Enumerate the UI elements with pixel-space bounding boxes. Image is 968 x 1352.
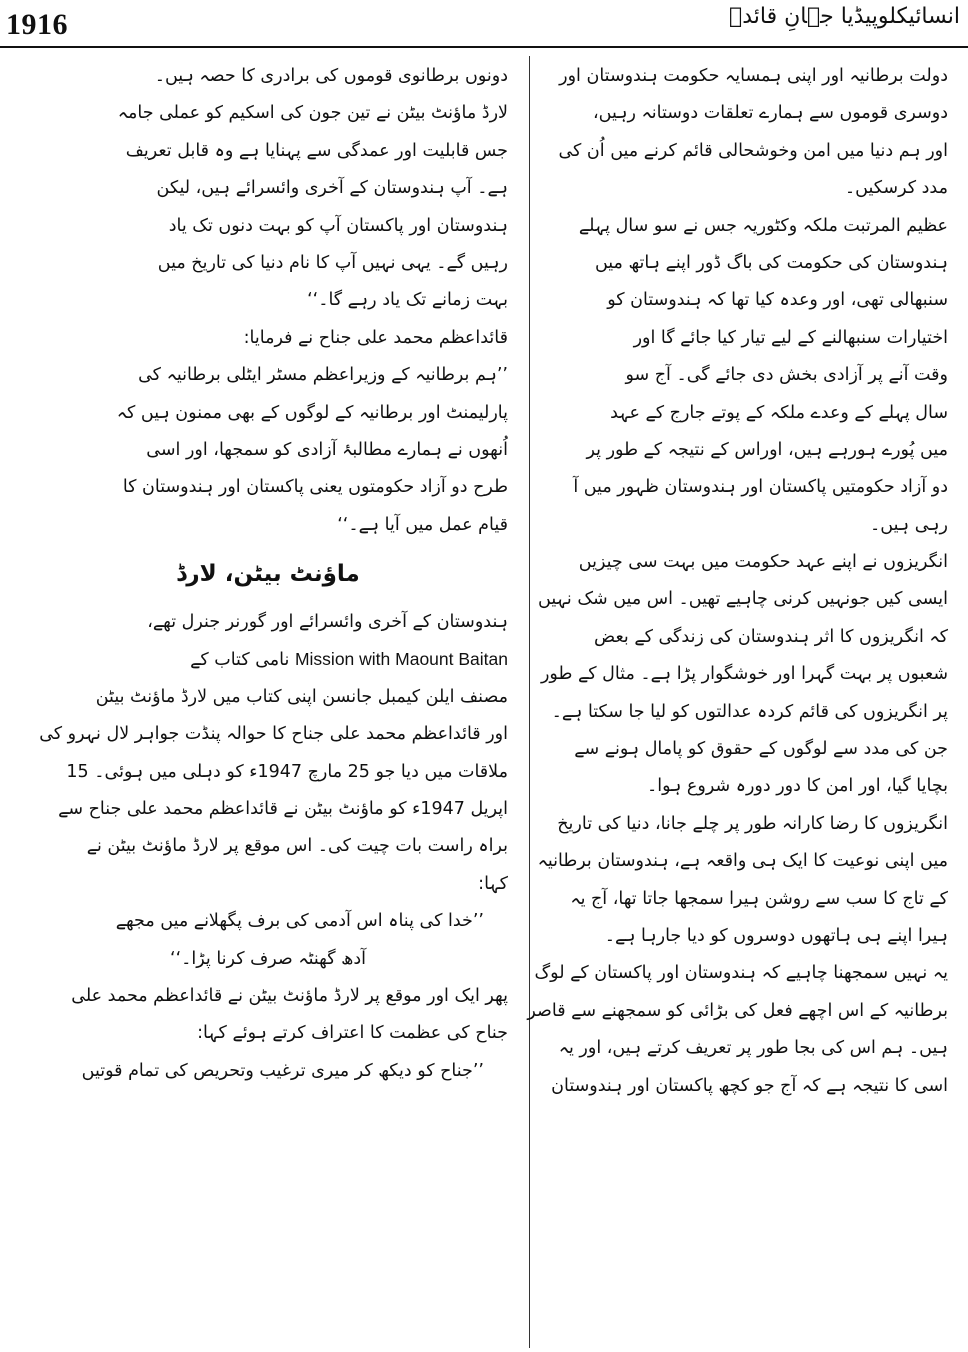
text-line: ملاقات میں دیا جو 25 مارچ 1947ء کو دہلی میں ہوئی۔ 15 (66, 761, 508, 782)
text-line: دونوں برطانوی قوموں کی برادری کا حصہ ہیں۔ (154, 66, 508, 86)
text-line: ہندوستان اور پاکستان آپ کو بہت دنوں تک یاد (168, 215, 508, 236)
book-name-suffix: نامی کتاب کے (190, 650, 290, 671)
text-line: جس قابلیت اور عمدگی سے پہنایا ہے وہ قابل تعریف (125, 140, 508, 161)
section-heading: ماؤنٹ بیٹن، لارڈ (176, 561, 360, 588)
text-line: جناح کی عظمت کا اعتراف کرتے ہوئے کہا: (197, 1023, 508, 1044)
column-divider (529, 56, 530, 1348)
text-line: براہ راست بات چیت کی۔ اس موقع پر لارڈ ماؤنٹ بیٹن نے (86, 836, 508, 857)
quote-line: ’’جناح کو دیکھ کر میری ترغیب وتحریص کی تمام قوتیں (81, 1060, 484, 1081)
text-line: اور ہم دنیا میں امن وخوشحالی قائم کرنے میں اُن کی (558, 140, 948, 161)
text-line: سال پہلے کے وعدے ملکہ کے پوتے جارج کے عہد (610, 402, 948, 423)
text-line: قائداعظم محمد علی جناح نے فرمایا: (243, 327, 508, 348)
right-column (527, 58, 948, 1105)
left-column (28, 58, 508, 1090)
text-line: اختیارات سنبھالنے کے لیے تیار کیا جائے گا اور (633, 327, 948, 348)
text-line: وقت آنے پر آزادی بخش دی جائے گی۔ آج سو (625, 365, 948, 386)
text-line: پر انگریزوں کی قائم کردہ عدالتوں کو لیا جا سکتا ہے۔ (551, 701, 948, 722)
text-line: بچایا گیا، اور امن کا دور دورہ شروع ہوا۔ (646, 776, 948, 797)
text-line: بہت زمانے تک یاد رہے گا۔‘‘ (307, 290, 508, 311)
text-line: دوسری قوموں سے ہمارے تعلقات دوستانہ رہیں، (593, 103, 948, 124)
book-title: انسائیکلوپیڈیا جہانِ قائدؒ (729, 4, 960, 29)
text-line: ہندوستان کی حکومت کی باگ ڈور اپنے ہاتھ میں (594, 252, 948, 273)
book-name-latin: Mission with Maount Baitan (294, 649, 508, 670)
text-line: دو آزاد حکومتیں پاکستان اور ہندوستان ظہور میں آ (573, 477, 948, 498)
text-line: میں اپنی نوعیت کا ایک ہی واقعہ ہے، ہندوستان برطانیہ (537, 851, 948, 872)
text-line: اپریل 1947ء کو ماؤنٹ بیٹن نے قائداعظم محمد علی جناح سے (58, 799, 508, 820)
page-number: 1916 (6, 8, 68, 41)
text-line: ہے۔ آپ ہندوستان کے آخری وائسرائے ہیں، لیکن (156, 178, 508, 199)
quote-line: ’’خدا کی پناہ اس آدمی کی برف پگھلانے میں مجھے (115, 911, 484, 932)
text-line: لارڈ ماؤنٹ بیٹن نے تین جون کی اسکیم کو عملی جامہ (117, 103, 508, 124)
text-line: اُنھوں نے ہمارے مطالبۂ آزادی کو سمجھا، اور اسی (146, 439, 508, 460)
text-line: پارلیمنٹ اور برطانیہ کے لوگوں کے بھی ممنون ہیں کہ (116, 402, 508, 423)
text-line: برطانیہ کے اس اچھے فعل کی بڑائی کو سمجھنے سے قاصر (527, 1000, 948, 1021)
text-line: شعبوں پر بہت گہرا اور خوشگوار پڑا ہے۔ مثال کے طور (540, 664, 948, 685)
text-line: ایسی کیں جونہیں کرنی چاہیے تھیں۔ اس میں شک نہیں (538, 589, 948, 610)
text-line: میں پُورے ہورہے ہیں، اوراس کے نتیجہ کے طور پر (586, 439, 948, 460)
text-line: رہیں گے۔ یہی نہیں آپ کا نام دنیا کی تاریخ میں (157, 252, 508, 273)
text-line-with-book-name (28, 641, 508, 678)
text-line: ہندوستان کے آخری وائسرائے اور گورنر جنرل تھے، (147, 612, 508, 633)
text-line: ہیرا اپنے ہی ہاتھوں دوسروں کو دیا جارہا ہے۔ (604, 925, 948, 946)
text-line: پھر ایک اور موقع پر لارڈ ماؤنٹ بیٹن نے قائداعظم محمد علی (71, 985, 508, 1006)
text-line: مدد کرسکیں۔ (844, 178, 948, 199)
header-rule (0, 46, 968, 48)
text-line: اسی کا نتیجہ ہے کہ آج جو کچھ پاکستان اور ہندوستان (551, 1075, 948, 1096)
text-line: کے تاج کا سب سے روشن ہیرا سمجھا جاتا تھا، آج یہ (570, 888, 948, 909)
page-header (0, 0, 968, 46)
text-line: کہا: (478, 873, 508, 894)
text-line: طرح دو آزاد حکومتوں یعنی پاکستان اور ہندوستان کا (122, 477, 508, 498)
text-line: اور قائداعظم محمد علی جناح کا حوالہ پنڈت جواہر لال نہرو کی (39, 724, 508, 745)
text-line: مصنف ایلن کیمبل جانسن اپنی کتاب میں لارڈ ماؤنٹ بیٹن (95, 686, 508, 707)
text-line: دولت برطانیہ اور اپنی ہمسایہ حکومت ہندوستان اور (559, 66, 948, 86)
text-line: جن کی مدد سے لوگوں کے حقوق کو پامال ہونے سے (574, 739, 948, 760)
quote-line: آدھ گھنٹہ صرف کرنا پڑا۔‘‘ (170, 948, 366, 969)
text-line: انگریزوں کا رضا کارانہ طور پر چلے جانا، دنیا کی تاریخ (557, 813, 948, 834)
text-line: رہی ہیں۔ (870, 514, 948, 535)
text-line: انگریزوں نے اپنے عہد حکومت میں بہت سی چیزیں (578, 552, 948, 573)
text-line: یہ نہیں سمجھنا چاہیے کہ ہندوستان اور پاکستان کے لوگ (534, 963, 948, 984)
text-line: ’’ہم برطانیہ کے وزیراعظم مسٹر ایٹلی برطانیہ کی (138, 365, 508, 386)
text-line: ہیں۔ ہم اس کی بجا طور پر تعریف کرتے ہیں، اور یہ (558, 1038, 948, 1059)
text-line: کہ انگریزوں کا اثر ہندوستان کی زندگی کے بعض (594, 626, 948, 647)
text-line: قیام عمل میں آیا ہے۔‘‘ (337, 514, 508, 535)
text-line: عظیم المرتبت ملکہ وکٹوریہ جس نے سو سال پہلے (578, 215, 948, 236)
text-line: سنبھالی تھی، اور وعدہ کیا تھا کہ ہندوستان کو (607, 290, 948, 311)
